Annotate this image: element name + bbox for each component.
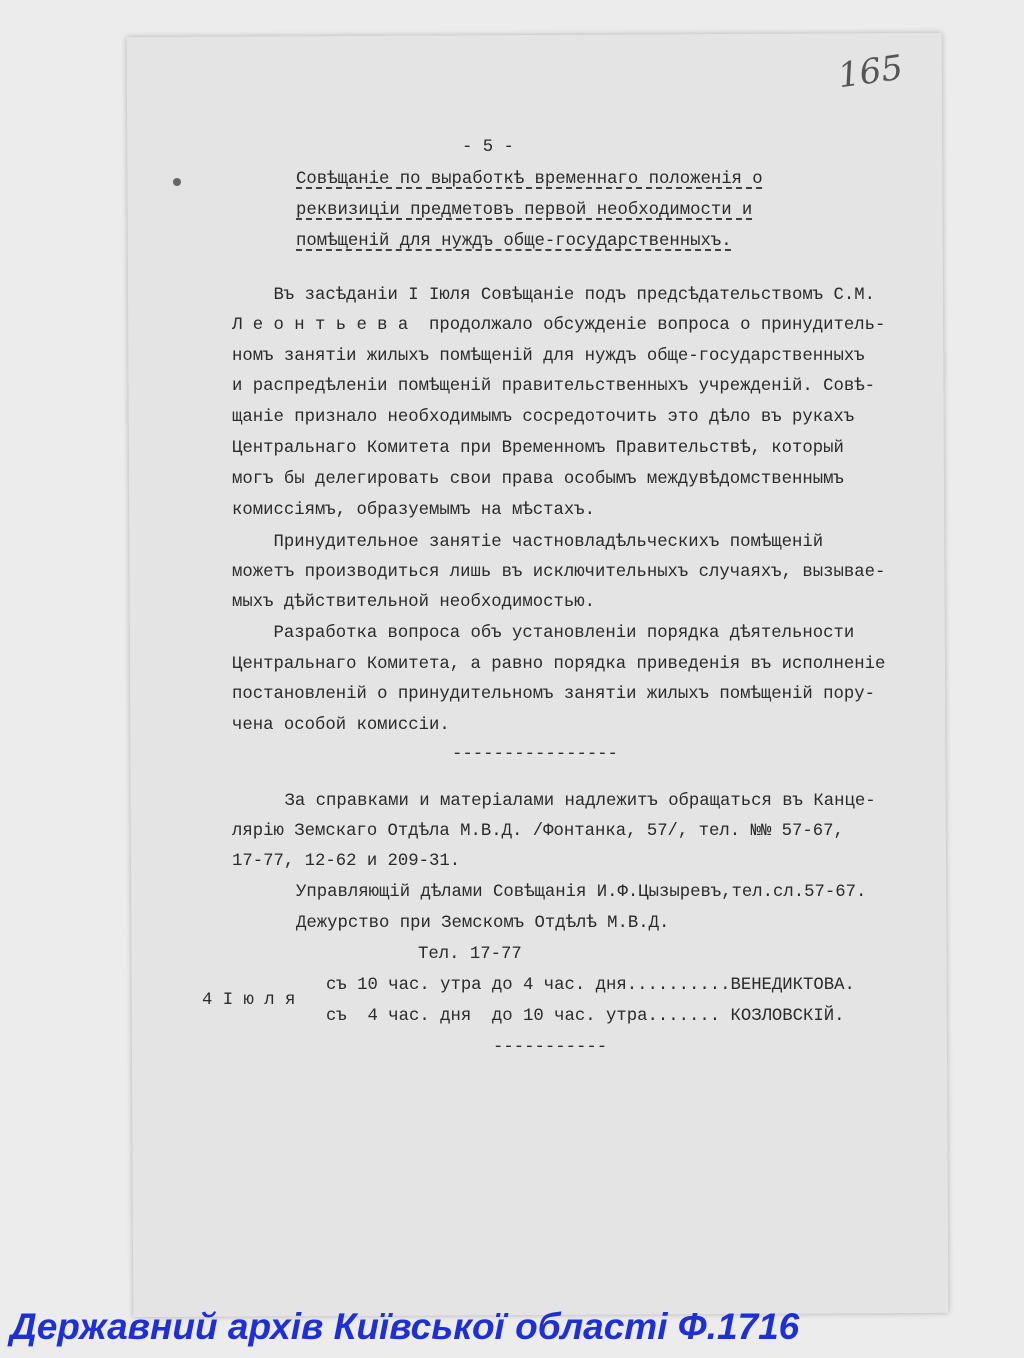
separator: ---------------- bbox=[452, 745, 618, 764]
folio-number: 165 bbox=[835, 47, 906, 97]
paragraph-line: могъ бы делегировать свои права особымъ междувѣдомственнымъ bbox=[232, 470, 844, 489]
title-line: реквизиціи предметовъ первой необходимости и bbox=[296, 201, 753, 220]
manager-line: Управляющій дѣлами Совѣщанія И.Ф.Цызыревъ,тел.сл.57-67. bbox=[296, 883, 867, 902]
paragraph-line: номъ занятіи жилыхъ помѣщеній для нуждъ обще-государственныхъ bbox=[232, 347, 865, 366]
paragraph-line: Принудительное занятіе частновладѣльческихъ помѣщеній bbox=[232, 533, 824, 552]
paragraph-line: постановленій о принудительномъ занятіи жилыхъ помѣщеній пору- bbox=[232, 685, 875, 704]
contact-line: лярію Земскаго Отдѣла М.В.Д. /Фонтанка, 57/, тел. №№ 57-67, bbox=[232, 822, 844, 841]
separator: ----------- bbox=[493, 1038, 608, 1057]
paragraph-line: Въ засѣданіи I Іюля Совѣщаніе подъ предсѣдательствомъ С.М. bbox=[232, 286, 875, 305]
duty-shift: съ 10 час. утра до 4 час. дня..........ВЕНЕДИКТОВА. bbox=[326, 976, 855, 995]
paragraph-line: комиссіямъ, образуемымъ на мѣстахъ. bbox=[232, 501, 595, 520]
duty-line: Дежурство при Земскомъ Отдѣлѣ М.В.Д. bbox=[296, 914, 670, 933]
paragraph-line: Л е о н т ь е в а продолжало обсужденіе вопроса о принудитель- bbox=[232, 316, 886, 335]
title-line: помѣщеній для нуждъ обще-государственныхъ. bbox=[296, 232, 732, 251]
duty-phone: Тел. 17-77 bbox=[418, 945, 522, 964]
paragraph-line: Центральнаго Комитета при Временномъ Правительствѣ, который bbox=[232, 439, 844, 458]
punch-hole bbox=[173, 178, 181, 186]
paragraph-line: чена особой комиссіи. bbox=[232, 716, 450, 735]
duty-shift: съ 4 час. дня до 10 час. утра....... КОЗЛОВСКІЙ. bbox=[326, 1007, 845, 1026]
paragraph-line: Разработка вопроса объ установленіи порядка дѣятельности bbox=[232, 624, 855, 643]
contact-line: За справками и матеріалами надлежитъ обращаться въ Канце- bbox=[243, 792, 876, 811]
paragraph-line: щаніе признало необходимымъ сосредоточить это дѣло въ рукахъ bbox=[232, 408, 855, 427]
paragraph-line: можетъ производиться лишь въ исключительныхъ случаяхъ, вызывае- bbox=[232, 563, 886, 582]
paragraph-line: Центральнаго Комитета, а равно порядка приведенія въ исполненіе bbox=[232, 655, 886, 674]
paragraph-line: мыхъ дѣйствительной необходимостью. bbox=[232, 593, 595, 612]
page-number: - 5 - bbox=[462, 138, 514, 157]
archive-watermark: Державний архів Київської області Ф.1716 bbox=[10, 1306, 800, 1347]
contact-line: 17-77, 12-62 и 209-31. bbox=[232, 852, 461, 871]
paragraph-line: и распредѣленіи помѣщеній правительственныхъ учрежденій. Совѣ- bbox=[232, 377, 875, 396]
title-line: Совѣщаніе по выработкѣ временнаго положенія о bbox=[296, 170, 763, 189]
duty-date: 4 I ю л я bbox=[202, 991, 296, 1010]
